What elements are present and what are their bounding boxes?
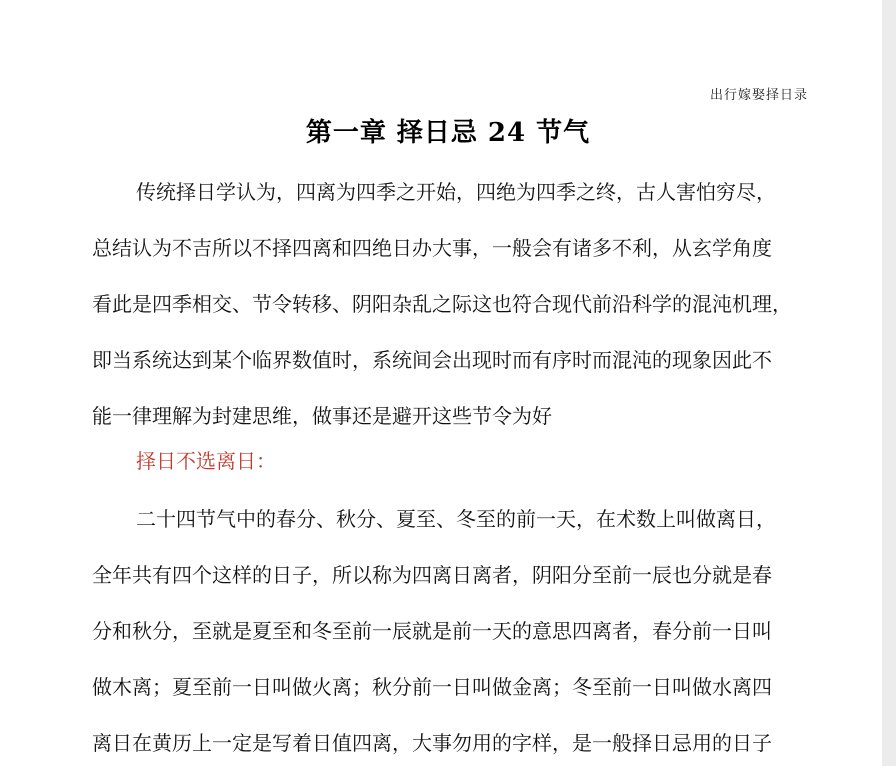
chapter-title: 第一章 择日忌 24 节气 [305,118,591,148]
paragraph-line: 离日在黄历上一定是写着日值四离，大事勿用的字样，是一般择日忌用的日子 [92,731,772,755]
running-header: 出行嫁娶择日录 [709,88,808,103]
paragraph-four-li-days [92,491,822,766]
paragraph-line: 二十四节气中的春分、秋分、夏至、冬至的前一天，在术数上叫做离日， [136,507,776,531]
paragraph-line: 做木离；夏至前一日叫做火离；秋分前一日叫做金离；冬至前一日叫做水离四 [92,675,772,699]
paragraph-line: 看此是四季相交、节令转移、阴阳杂乱之际这也符合现代前沿科学的混沌机理， [92,292,792,316]
paragraph-line: 总结认为不吉所以不择四离和四绝日办大事，一般会有诸多不利，从玄学角度 [92,236,772,260]
paragraph-line: 传统择日学认为，四离为四季之开始，四绝为四季之终，古人害怕穷尽， [136,180,776,204]
paragraph-line: 即当系统达到某个临界数值时，系统间会出现时而有序时而混沌的现象因此不 [92,348,772,372]
paragraph-line: 分和秋分，至就是夏至和冬至前一辰就是前一天的意思四离者，春分前一日叫 [92,619,772,643]
paragraph-line: 能一律理解为封建思维，做事还是避开这些节令为好 [92,404,552,428]
paragraph-intro [92,164,822,444]
paragraph-line: 全年共有四个这样的日子，所以称为四离日离者，阴阳分至前一辰也分就是春 [92,563,772,587]
section-subheading: 择日不选离日： [136,449,276,473]
